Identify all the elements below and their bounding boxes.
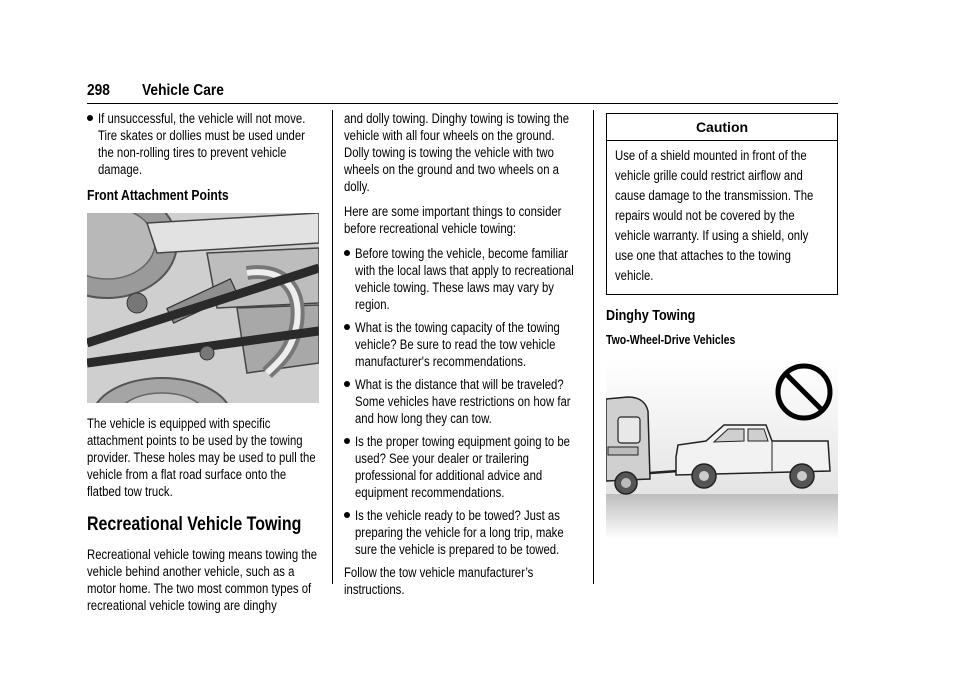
list-item-text: If unsuccessful, the vehicle will not move. Tire skates or dollies must be used under the non-rolling tires to prevent vehicle damage. [98,111,306,177]
dinghy-towing-heading: Dinghy Towing [606,307,696,324]
page-header [87,82,838,104]
dinghy-towing-figure [606,359,838,539]
list-item [344,433,582,501]
rv-towing-text: Recreational vehicle towing means towing the vehicle behind another vehicle, such as a motor home. The two most common types of recreational vehicle towing are dinghy [87,547,318,613]
considerations-intro: Here are some important things to consider before recreational vehicle towing: [344,204,562,236]
list-item-text: Is the vehicle ready to be towed? Just as preparing the vehicle for a long trip, make sure the vehicle is prepared to be towed. [355,508,564,557]
two-wheel-drive-heading: Two-Wheel-Drive Vehicles [606,333,736,347]
bullet-icon [344,381,350,387]
list-item-text: What is the distance that will be traveled? Some vehicles have restrictions on how far and how long they can tow. [355,377,571,426]
caution-title: Caution [695,119,749,135]
caution-box [606,113,838,295]
list-item [87,110,323,178]
list-item [344,507,582,558]
list-item-text: Is the proper towing equipment going to be used? See your dealer or trailering professional for additional advice and equipment recommendations. [355,434,570,500]
dinghy-towing-illustration [606,359,838,539]
page-number: 298 [87,82,110,99]
column-divider [593,110,594,584]
bullet-icon [87,115,93,121]
towing-types-text: and dolly towing. Dinghy towing is towing the vehicle with all four wheels on the ground. Dolly towing is towing the vehicle with two wheels on the ground and two wheels on a dolly. [344,111,570,194]
front-attachment-text: The vehicle is equipped with specific attachment points to be used by the towing provider. These holes may be used to pull the vehicle from a flat road surface onto the flatbed tow truck. [87,416,316,499]
list-item [344,319,582,370]
front-attachment-heading: Front Attachment Points [87,188,229,204]
list-item [344,245,582,313]
bullet-icon [344,438,350,444]
column-1 [87,110,323,622]
column-3 [606,110,838,539]
bullet-icon [344,250,350,256]
column-divider [332,110,333,584]
rv-towing-heading: Recreational Vehicle Towing [87,514,302,535]
list-item-text: What is the towing capacity of the towing vehicle? Be sure to read the tow vehicle manufacturer's recommendations. [355,320,560,369]
list-item-text: Before towing the vehicle, become familiar with the local laws that apply to recreational vehicle towing. These laws may vary by region. [355,246,574,312]
section-title: Vehicle Care [142,82,224,99]
caution-text: Use of a shield mounted in front of the vehicle grille could restrict airflow and cause damage to the transmission. The repairs would not be covered by the vehicle warranty. If using a shield, only use one that attaches to the towing vehicle. [615,148,814,283]
list-item [344,376,582,427]
bullet-icon [344,512,350,518]
bullet-icon [344,324,350,330]
closing-text: Follow the tow vehicle manufacturer’s instructions. [344,565,534,597]
column-2 [344,110,582,606]
undercarriage-illustration [87,213,319,403]
front-attachment-figure [87,213,319,403]
